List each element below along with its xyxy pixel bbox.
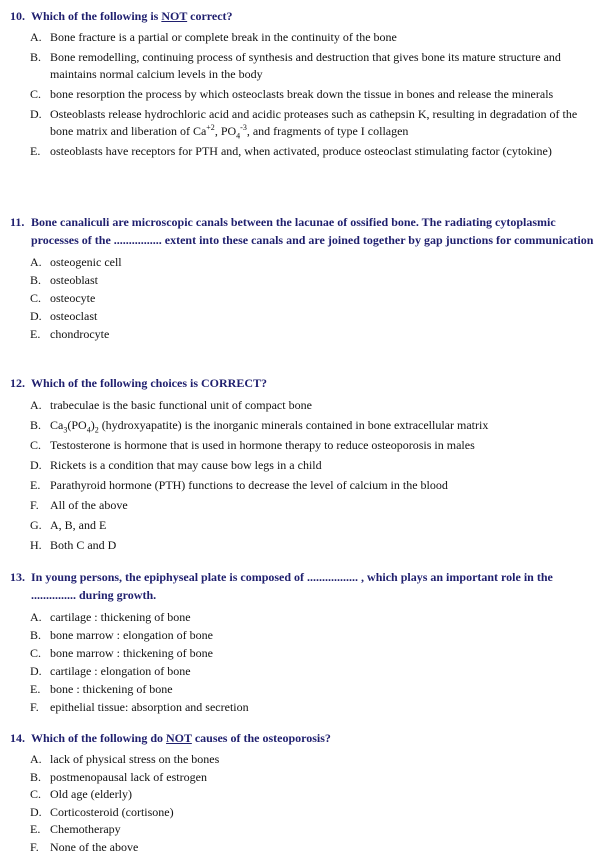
option-a[interactable]: A. trabeculae is the basic functional unit of compact bone [30,398,312,412]
option-f[interactable]: F. None of the above [30,839,139,854]
option-b[interactable]: B. osteoblast [30,273,98,287]
option-h[interactable]: H. Both C and D [30,538,117,552]
option-e[interactable]: E. chondrocyte [30,327,110,341]
option-e[interactable]: E. osteoblasts have receptors for PTH and, when activated, produce osteoclast stimulating factor (cytokine) [30,144,552,158]
options-list [10,253,595,343]
options-list [10,608,595,716]
question-number: 11. [10,215,25,229]
option-d[interactable]: D. Corticosteroid (cortisone) [30,804,174,819]
question-14 [10,729,595,856]
emphasis-not: NOT [161,9,188,23]
question-13 [10,568,595,716]
question-10 [10,7,595,163]
option-f[interactable]: F. All of the above [30,498,128,512]
option-c[interactable]: C. Testosterone is hormone that is used in hormone therapy to reduce osteoporosis in males [30,438,475,452]
question-14-text: 14. Which of the following do NOT causes of the osteoporosis? [10,731,331,745]
option-f[interactable]: F. epithelial tissue: absorption and secretion [30,700,249,714]
option-c[interactable]: C. bone resorption the process by which osteoclasts break down the tissue in bones and release the minerals [30,87,554,101]
option-d[interactable]: D. cartilage : elongation of bone [30,664,191,678]
option-e[interactable]: E. bone : thickening of bone [30,682,173,696]
option-d[interactable]: D. Rickets is a condition that may cause bow legs in a child [30,458,322,472]
question-number: 12. [10,376,25,390]
option-b[interactable]: B. Bone remodelling, continuing process of synthesis and destruction that gives bone its mature structure and maintains normal calcium levels in the body [30,50,561,81]
option-g[interactable]: G. A, B, and E [30,518,107,532]
options-list [10,751,595,856]
option-d[interactable]: D. osteoclast [30,309,98,323]
question-number: 13. [10,570,25,584]
options-list [10,396,595,554]
option-e[interactable]: E. Parathyroid hormone (PTH) functions to decrease the level of calcium in the blood [30,478,448,492]
question-10-text: 10. Which of the following is NOT correct? [10,9,233,23]
question-13-text: 13. In young persons, the epiphyseal plate is composed of ................. , which plays an important role in the ............... during growth. [10,570,553,602]
question-12 [10,374,595,556]
option-a[interactable]: A. cartilage : thickening of bone [30,610,191,624]
option-a[interactable]: A. lack of physical stress on the bones [30,752,220,766]
option-a[interactable]: A. osteogenic cell [30,255,122,269]
question-number: 14. [10,731,25,745]
option-b[interactable]: B. $Ca_3(PO_4)_2$ (hydroxyapatite) is the inorganic minerals contained in bone extracellular matrix [30,418,489,435]
options-list [10,29,595,160]
option-c[interactable]: C. osteocyte [30,291,96,305]
option-d[interactable]: D. Osteoblasts release hydrochloric acid and acidic proteases such as cathepsin K, resulting in degradation of the bone matrix and liberation of $Ca^{+2}$, $PO_4^{-3}$, and fragments of type I collagen [30,107,578,141]
option-c[interactable]: C. bone marrow : thickening of bone [30,646,213,660]
option-c[interactable]: C. Old age (elderly) [30,787,132,801]
option-e[interactable]: E. Chemotherapy [30,822,121,836]
option-b[interactable]: B. bone marrow : elongation of bone [30,628,213,642]
emphasis-not: NOT [166,731,192,745]
option-b[interactable]: B. postmenopausal lack of estrogen [30,769,207,784]
question-12-text: 12. Which of the following choices is CORRECT? [10,376,268,390]
question-number: 10. [10,9,25,23]
question-11 [10,213,595,343]
question-11-text: 11. Bone canaliculi are microscopic canals between the lacunae of ossified bone. The radiating cytoplasmic processes of the ................ extent into these canals and are joined together by gap junctions for communication [10,215,594,247]
option-a[interactable]: A. Bone fracture is a partial or complete break in the continuity of the bone [30,30,397,44]
